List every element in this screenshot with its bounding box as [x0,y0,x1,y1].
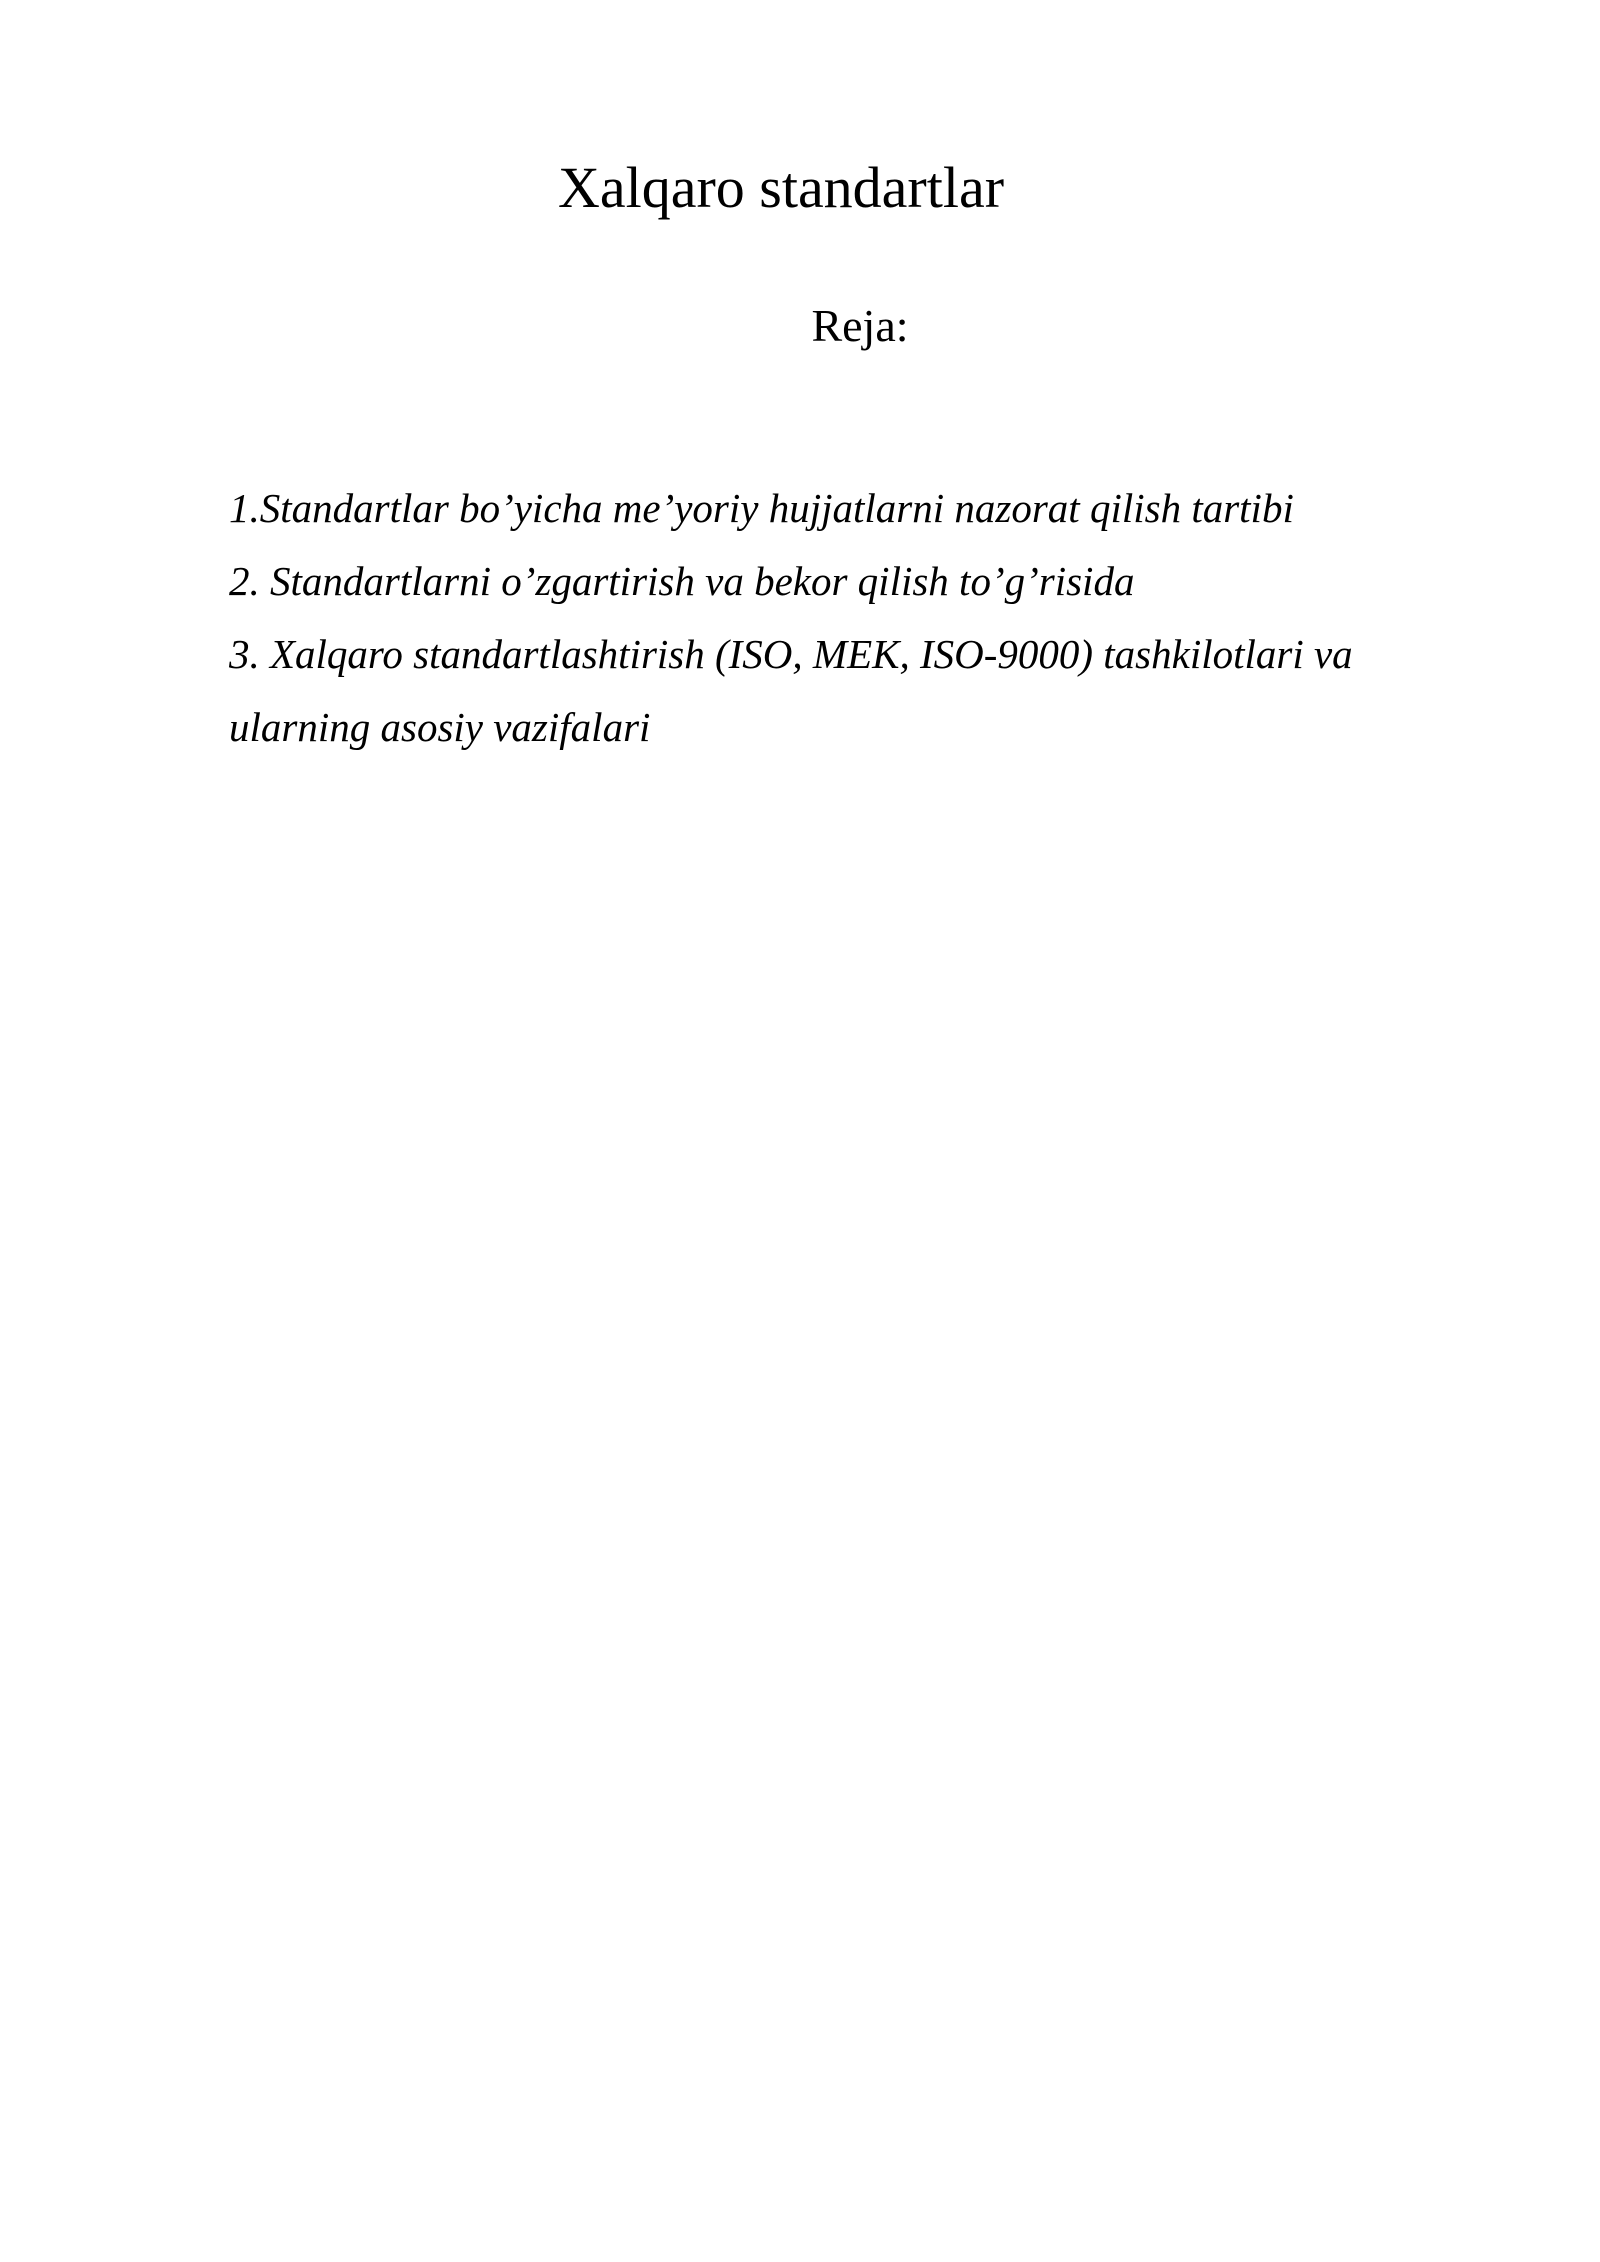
plan-item-1-line-1: 1.Standartlar bo’yicha me’yoriy hujjatlarni nazorat qilish tartibi [229,485,1294,531]
plan-item-2 [229,545,1459,618]
document-title: Xalqaro standartlar [557,155,1005,220]
plan-item-3 [229,618,1459,764]
plan-item-3-line-2: ularning asosiy vazifalari [229,704,651,750]
plan-heading: Reja: [811,300,909,351]
plan-list [229,472,1459,764]
plan-item-1 [229,472,1459,545]
plan-item-2-line-1: 2. Standartlarni o’zgartirish va bekor qilish to’g’risida [229,558,1135,604]
plan-item-3-line-1: 3. Xalqaro standartlashtirish (ISO, MEK, ISO-9000) tashkilotlari va [229,631,1353,677]
